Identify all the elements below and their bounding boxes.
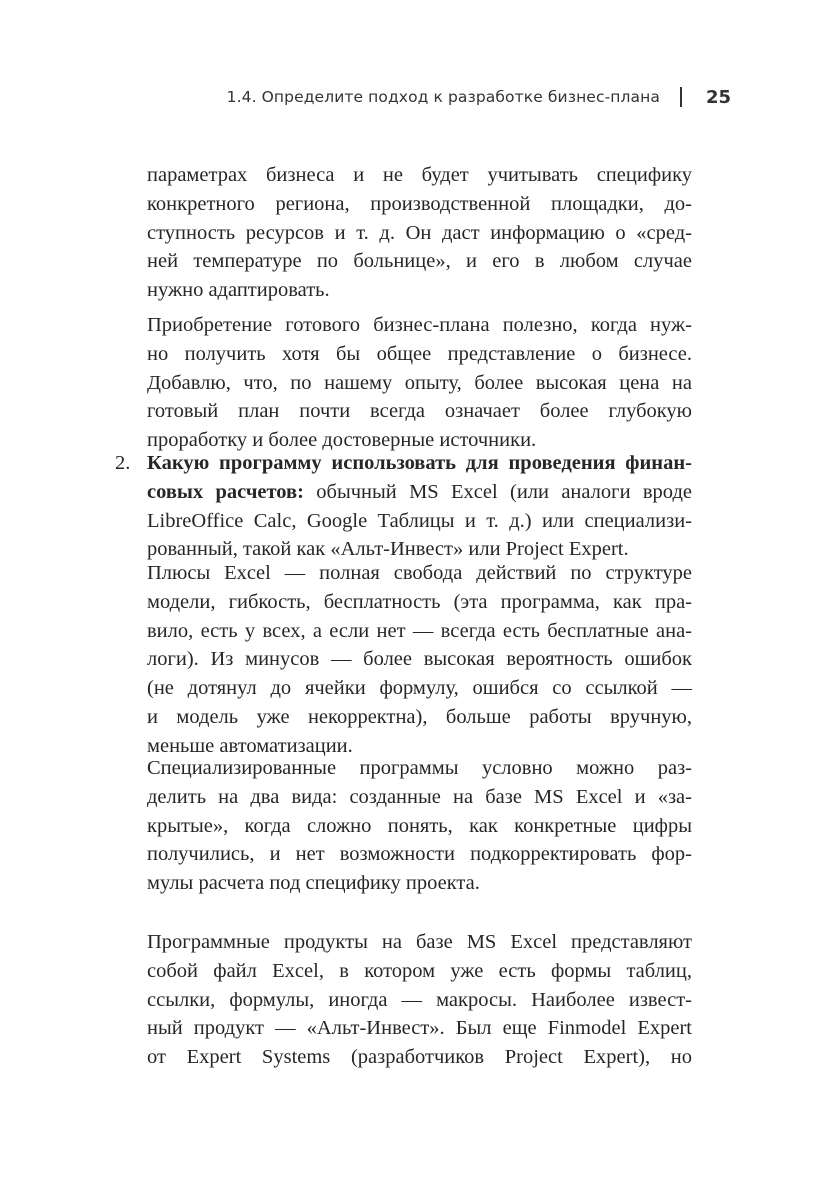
list-item-heading-end: совых расчетов: bbox=[147, 480, 304, 503]
text-line: от Expert Systems (разработчиков Project Expert), но bbox=[147, 1046, 692, 1069]
list-number: 2. bbox=[115, 452, 131, 474]
text-line: параметрах бизнеса и не будет учитывать специфику bbox=[147, 164, 692, 186]
paragraph-6 bbox=[147, 928, 692, 1072]
text-line: ней температуре по больнице», и его в любом случае bbox=[147, 250, 692, 273]
section-title: 1.4. Определите подход к разработке бизнес-плана bbox=[226, 88, 660, 106]
text-line: Плюсы Excel — полная свобода действий по структуре bbox=[147, 562, 692, 584]
text-line: и модель уже некорректна), больше работы вручную, bbox=[147, 705, 692, 728]
text-line: ный продукт — «Альт-Инвест». Был еще Finmodel Expert bbox=[147, 1017, 692, 1040]
text-line: конкретного региона, производственной площадки, до- bbox=[147, 192, 692, 215]
text-line: собой файл Excel, в котором уже есть формы таблиц, bbox=[147, 959, 692, 982]
paragraph-2 bbox=[147, 311, 692, 455]
text-segment: обычный MS Excel (или аналоги вроде bbox=[303, 480, 692, 503]
running-header bbox=[227, 84, 731, 110]
text-line: делить на два вида: созданные на базе MS Excel и «за- bbox=[147, 785, 692, 808]
text-line: меньше автоматизации. bbox=[147, 734, 353, 757]
text-line: рованный, такой как «Альт-Инвест» или Project Expert. bbox=[147, 538, 629, 561]
text-line: модели, гибкость, бесплатность (эта программа, как пра- bbox=[147, 590, 692, 613]
text-line: Специализированные программы условно можно раз- bbox=[147, 757, 692, 779]
page-number: 25 bbox=[705, 86, 731, 108]
text-line: Приобретение готового бизнес-плана полезно, когда нуж- bbox=[147, 314, 692, 336]
paragraph-4 bbox=[147, 559, 692, 761]
text-line: логи). Из минусов — более высокая вероятность ошибок bbox=[147, 648, 692, 671]
text-line: Добавлю, что, по нашему опыту, более высокая цена на bbox=[147, 371, 692, 394]
text-line: но получить хотя бы общее представление о бизнесе. bbox=[147, 342, 692, 365]
text-line: мулы расчета под специфику проекта. bbox=[147, 872, 480, 895]
text-line: крытые», когда сложно понять, как конкретные цифры bbox=[147, 814, 692, 837]
text-line: LibreOffice Calc, Google Таблицы и т. д.) или специализи- bbox=[147, 509, 692, 532]
header-divider bbox=[680, 87, 682, 107]
text-line bbox=[147, 478, 692, 507]
text-line: ссылки, формулы, иногда — макросы. Наиболее извест- bbox=[147, 988, 692, 1011]
paragraph-1 bbox=[147, 161, 692, 305]
text-line: (не дотянул до ячейки формулу, ошибся со ссылкой — bbox=[147, 677, 692, 700]
text-line: получились, и нет возможности подкорректировать фор- bbox=[147, 843, 692, 866]
text-line: проработку и более достоверные источники. bbox=[147, 429, 537, 452]
text-line: ступность ресурсов и т. д. Он даст информацию о «сред- bbox=[147, 221, 692, 244]
text-line: готовый план почти всегда означает более глубокую bbox=[147, 400, 692, 423]
list-item-2 bbox=[147, 449, 692, 564]
text-line: нужно адаптировать. bbox=[147, 279, 330, 302]
text-line: Программные продукты на базе MS Excel представляют bbox=[147, 931, 692, 953]
paragraph-5 bbox=[147, 754, 692, 898]
text-line: вило, есть у всех, а если нет — всегда есть бесплатные ана- bbox=[147, 619, 692, 642]
list-item-heading: Какую программу использовать для проведения финан- bbox=[147, 452, 692, 474]
